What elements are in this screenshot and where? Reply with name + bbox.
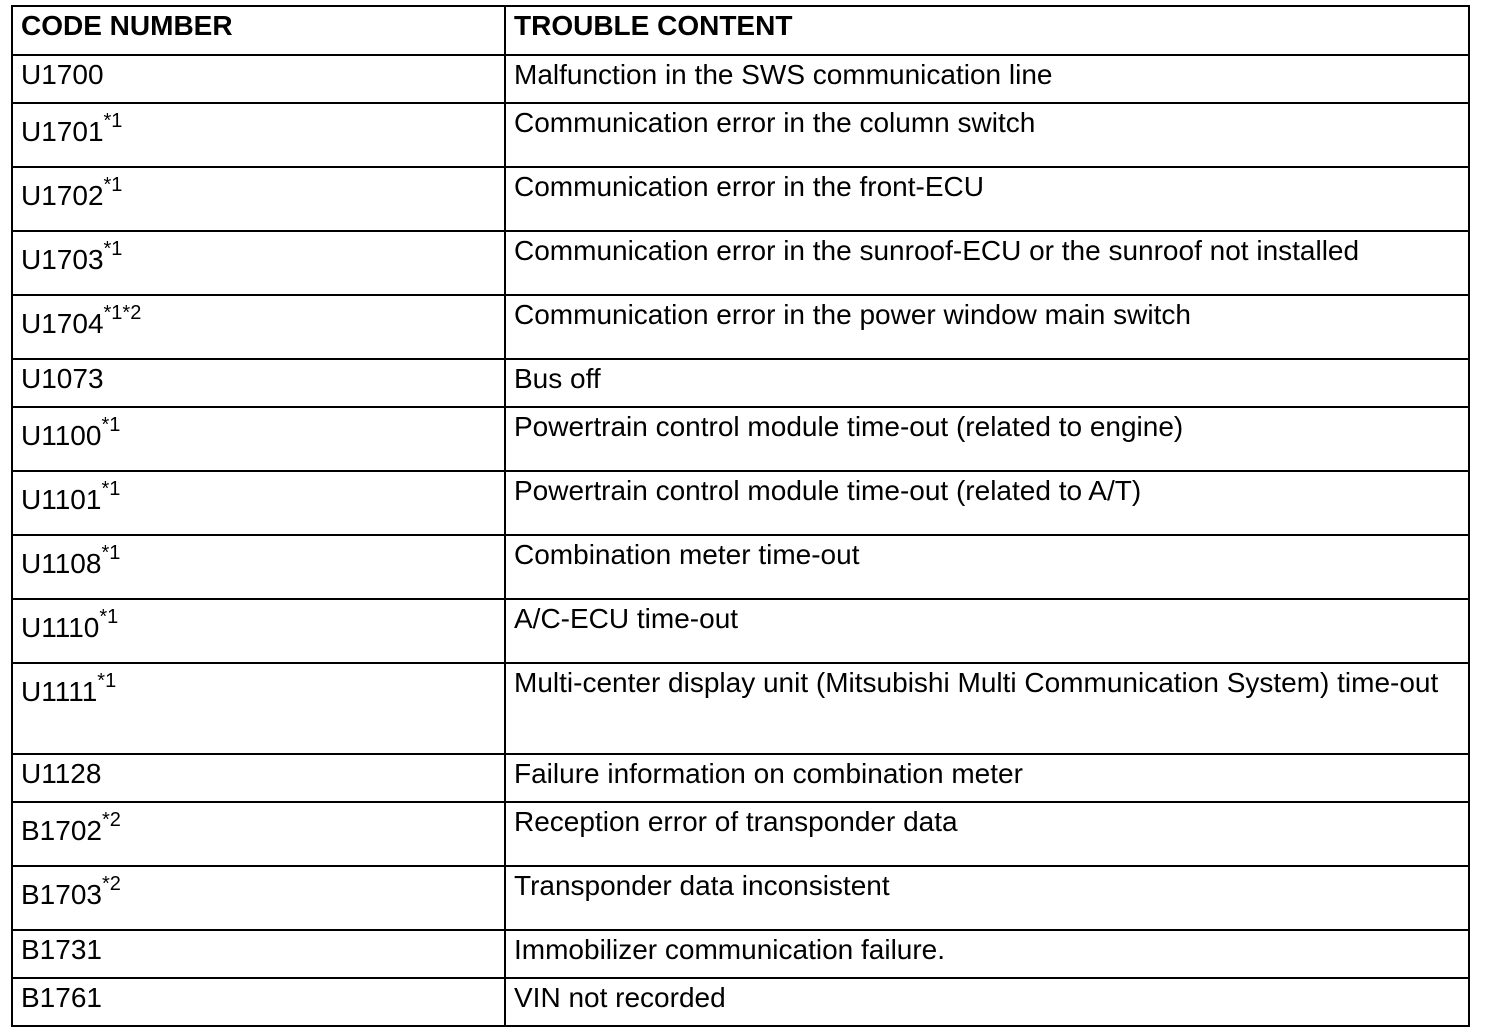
code-number: U1101 <box>21 484 102 515</box>
trouble-content-cell: Failure information on combination meter <box>505 754 1469 802</box>
code-number: U1128 <box>21 758 102 789</box>
table-row <box>12 535 1469 599</box>
footnote-marker: *1 <box>99 606 119 628</box>
code-number: U1703 <box>21 244 104 275</box>
code-cell <box>12 599 505 663</box>
code-number: U1704 <box>21 308 104 339</box>
footnote-marker: *2 <box>101 809 121 831</box>
trouble-content-cell: Bus off <box>505 359 1469 407</box>
table-row <box>12 930 1469 978</box>
table-row <box>12 359 1469 407</box>
code-cell <box>12 103 505 167</box>
footnote-marker: *2 <box>101 873 121 895</box>
footnote-marker: *1 <box>103 110 123 132</box>
column-header-trouble-content: TROUBLE CONTENT <box>505 6 1469 55</box>
trouble-content-cell: Communication error in the power window main switch <box>505 295 1469 359</box>
trouble-code-table <box>11 5 1470 1027</box>
code-cell <box>12 663 505 754</box>
trouble-content-cell: Malfunction in the SWS communication line <box>505 55 1469 103</box>
code-number: U1100 <box>21 420 102 451</box>
trouble-content-cell: Communication error in the sunroof-ECU or the sunroof not installed <box>505 231 1469 295</box>
trouble-content-cell: Reception error of transponder data <box>505 802 1469 866</box>
footnote-marker: *1*2 <box>103 302 142 324</box>
column-header-code-number: CODE NUMBER <box>12 6 505 55</box>
code-number: U1073 <box>21 363 104 394</box>
footnote-marker: *1 <box>101 414 121 436</box>
trouble-content-cell: Immobilizer communication failure. <box>505 930 1469 978</box>
table-header-row <box>12 6 1469 55</box>
code-cell <box>12 930 505 978</box>
code-cell <box>12 978 505 1026</box>
code-number: B1702 <box>21 815 102 846</box>
table-row <box>12 295 1469 359</box>
code-number: U1111 <box>21 676 98 707</box>
table-row <box>12 802 1469 866</box>
code-cell <box>12 802 505 866</box>
code-cell <box>12 754 505 802</box>
trouble-content-cell: Powertrain control module time-out (related to A/T) <box>505 471 1469 535</box>
table-row <box>12 407 1469 471</box>
table-row <box>12 103 1469 167</box>
code-number: U1701 <box>21 116 104 147</box>
trouble-content-cell: VIN not recorded <box>505 978 1469 1026</box>
trouble-content-cell: A/C-ECU time-out <box>505 599 1469 663</box>
table-row <box>12 978 1469 1026</box>
code-number: B1761 <box>21 982 102 1013</box>
trouble-content-cell: Combination meter time-out <box>505 535 1469 599</box>
trouble-content-cell: Transponder data inconsistent <box>505 866 1469 930</box>
code-cell <box>12 866 505 930</box>
footnote-marker: *1 <box>97 670 117 692</box>
code-number: B1731 <box>21 934 102 965</box>
code-cell <box>12 359 505 407</box>
trouble-content-cell: Communication error in the column switch <box>505 103 1469 167</box>
code-number: U1700 <box>21 59 104 90</box>
footnote-marker: *1 <box>103 238 123 260</box>
code-number: U1110 <box>21 612 100 643</box>
code-number: U1108 <box>21 548 102 579</box>
code-cell <box>12 407 505 471</box>
footnote-marker: *1 <box>103 174 123 196</box>
table-row <box>12 866 1469 930</box>
trouble-content-cell: Powertrain control module time-out (related to engine) <box>505 407 1469 471</box>
table-row <box>12 231 1469 295</box>
table-row <box>12 167 1469 231</box>
table-row <box>12 754 1469 802</box>
table-row <box>12 471 1469 535</box>
footnote-marker: *1 <box>101 478 121 500</box>
code-cell <box>12 295 505 359</box>
code-number: B1703 <box>21 879 102 910</box>
table-row <box>12 663 1469 754</box>
trouble-content-cell: Multi-center display unit (Mitsubishi Multi Communication System) time-out <box>505 663 1469 754</box>
code-cell <box>12 535 505 599</box>
code-cell <box>12 471 505 535</box>
code-cell <box>12 167 505 231</box>
code-number: U1702 <box>21 180 104 211</box>
footnote-marker: *1 <box>101 542 121 564</box>
trouble-content-cell: Communication error in the front-ECU <box>505 167 1469 231</box>
code-cell <box>12 55 505 103</box>
table-row <box>12 599 1469 663</box>
code-cell <box>12 231 505 295</box>
table-row <box>12 55 1469 103</box>
